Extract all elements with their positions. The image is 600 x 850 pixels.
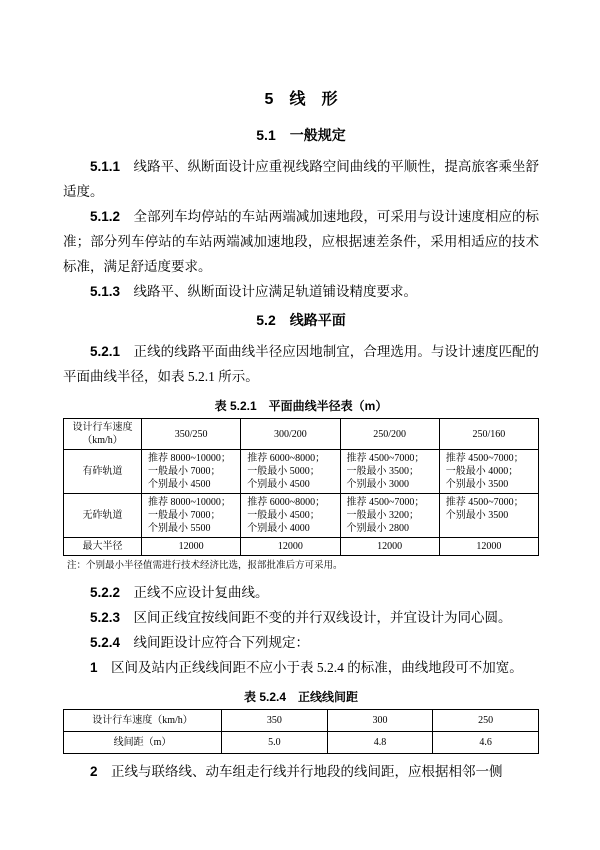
cell-line: 推荐 6000~8000； bbox=[247, 497, 326, 508]
subitem-text: 正线与联络线、动车组走行线并行地段的线间距，应根据相邻一侧 bbox=[97, 764, 503, 779]
clause-number: 5.2.2 bbox=[90, 585, 121, 600]
clause-number: 5.2.4 bbox=[90, 635, 121, 650]
clause-text: 线间距设计应符合下列规定： bbox=[120, 635, 310, 650]
subitem-1 bbox=[63, 655, 539, 680]
table-5-2-4 bbox=[63, 709, 539, 754]
speed-value-cell: 300 bbox=[327, 710, 433, 732]
max-radius-value-cell: 12000 bbox=[241, 538, 340, 556]
track-type-cell: 有砟轨道 bbox=[64, 450, 142, 494]
section-5-1-heading: 5.1 一般规定 bbox=[256, 127, 346, 143]
clause-text: 正线不应设计复曲线。 bbox=[120, 585, 269, 600]
cell-line: 一般最小 3200； bbox=[346, 510, 419, 521]
spacing-row bbox=[64, 732, 539, 754]
radius-cell bbox=[241, 450, 340, 494]
subitem-2 bbox=[63, 759, 539, 784]
cell-line: 个别最小 3500 bbox=[445, 479, 509, 490]
page-content bbox=[63, 86, 539, 784]
radius-cell bbox=[340, 494, 439, 538]
cell-line: 一般最小 4000； bbox=[445, 466, 519, 477]
cell-line: 个别最小 5500 bbox=[148, 523, 211, 534]
cell-line: 个别最小 3000 bbox=[346, 479, 409, 490]
cell-line: 推荐 4500~7000； bbox=[445, 453, 524, 464]
clause-number: 5.1.2 bbox=[90, 209, 121, 224]
clause-number: 5.1.3 bbox=[90, 284, 121, 299]
clause-text: 全部列车均停站的车站两端减加速地段，可采用与设计速度相应的标准；部分列车停站的车站两端减加速地段，应根据速差条件，采用相适应的技术标准，满足舒适度要求。 bbox=[63, 209, 539, 274]
cell-line: 个别最小 3500 bbox=[445, 510, 509, 521]
speed-header-cell: 300/200 bbox=[241, 419, 340, 450]
cell-line: 一般最小 7000； bbox=[148, 466, 221, 477]
max-radius-value-cell: 12000 bbox=[340, 538, 439, 556]
table-5-2-1-note: 注：个别最小半径值需进行技术经济比选，报部批准后方可采用。 bbox=[67, 561, 343, 571]
speed-value-cell: 350 bbox=[222, 710, 328, 732]
cell-line: 个别最小 4000 bbox=[247, 523, 310, 534]
clause-text: 正线的线路平面曲线半径应因地制宜，合理选用。与设计速度匹配的平面曲线半径，如表 5.2.1 所示。 bbox=[63, 344, 539, 384]
clause-5-2-3 bbox=[63, 605, 539, 630]
speed-header-corner-cell bbox=[64, 419, 142, 450]
radius-cell bbox=[241, 494, 340, 538]
clause-text: 线路平、纵断面设计应满足轨道铺设精度要求。 bbox=[120, 284, 418, 299]
cell-line: 推荐 6000~8000； bbox=[247, 453, 326, 464]
ballast-track-row bbox=[64, 450, 539, 494]
speed-header-cell: 350/250 bbox=[142, 419, 241, 450]
cell-line: 推荐 8000~10000； bbox=[148, 497, 231, 508]
ballastless-track-row bbox=[64, 494, 539, 538]
table-5-2-4-caption: 表 5.2.4 正线线间距 bbox=[243, 690, 359, 704]
subitem-number: 1 bbox=[90, 660, 98, 675]
cell-line: 推荐 4500~7000； bbox=[346, 453, 425, 464]
chapter-title: 5 线 形 bbox=[264, 91, 338, 108]
cell-line: 推荐 8000~10000； bbox=[148, 453, 231, 464]
clause-number: 5.2.3 bbox=[90, 610, 121, 625]
clause-5-1-1 bbox=[63, 154, 539, 204]
speed-header-cell: 250/200 bbox=[340, 419, 439, 450]
max-radius-value-cell: 12000 bbox=[439, 538, 538, 556]
spacing-label-cell: 线间距（m） bbox=[64, 732, 222, 754]
table-5-2-1 bbox=[63, 418, 539, 556]
clause-5-1-2 bbox=[63, 204, 539, 279]
cell-line: 设计行车速度 bbox=[72, 422, 133, 433]
track-type-cell: 无砟轨道 bbox=[64, 494, 142, 538]
cell-line: 一般最小 4500； bbox=[247, 510, 320, 521]
table-header-row bbox=[64, 419, 539, 450]
max-radius-label-cell: 最大半径 bbox=[64, 538, 142, 556]
clause-5-2-4 bbox=[63, 630, 539, 655]
subitem-text: 区间及站内正线线间距不应小于表 5.2.4 的标准，曲线地段可不加宽。 bbox=[97, 660, 523, 675]
max-radius-row bbox=[64, 538, 539, 556]
spacing-value-cell: 4.6 bbox=[433, 732, 539, 754]
section-5-2-heading: 5.2 线路平面 bbox=[256, 312, 346, 328]
clause-5-1-3 bbox=[63, 279, 539, 304]
cell-line: 一般最小 7000； bbox=[148, 510, 221, 521]
clause-text: 区间正线宜按线间距不变的并行双线设计，并宜设计为同心圆。 bbox=[120, 610, 512, 625]
radius-cell bbox=[439, 450, 538, 494]
cell-line: 一般最小 3500； bbox=[346, 466, 419, 477]
cell-line: 个别最小 2800 bbox=[346, 523, 409, 534]
radius-cell bbox=[142, 494, 241, 538]
speed-header-cell: 设计行车速度（km/h） bbox=[64, 710, 222, 732]
radius-cell bbox=[439, 494, 538, 538]
radius-cell bbox=[340, 450, 439, 494]
speed-header-cell: 250/160 bbox=[439, 419, 538, 450]
speed-value-cell: 250 bbox=[433, 710, 539, 732]
clause-number: 5.2.1 bbox=[90, 344, 121, 359]
spacing-value-cell: 5.0 bbox=[222, 732, 328, 754]
clause-number: 5.1.1 bbox=[90, 159, 121, 174]
cell-line: 一般最小 5000； bbox=[247, 466, 320, 477]
cell-line: 个别最小 4500 bbox=[148, 479, 211, 490]
cell-line: 个别最小 4500 bbox=[247, 479, 310, 490]
table-5-2-1-caption: 表 5.2.1 平面曲线半径表（m） bbox=[214, 399, 388, 413]
clause-text: 线路平、纵断面设计应重视线路空间曲线的平顺性，提高旅客乘坐舒适度。 bbox=[63, 159, 539, 199]
cell-line: （km/h） bbox=[82, 435, 123, 446]
cell-line: 推荐 4500~7000； bbox=[346, 497, 425, 508]
max-radius-value-cell: 12000 bbox=[142, 538, 241, 556]
spacing-value-cell: 4.8 bbox=[327, 732, 433, 754]
subitem-number: 2 bbox=[90, 764, 98, 779]
clause-5-2-1 bbox=[63, 339, 539, 389]
radius-cell bbox=[142, 450, 241, 494]
clause-5-2-2 bbox=[63, 580, 539, 605]
table-header-row bbox=[64, 710, 539, 732]
cell-line: 推荐 4500~7000； bbox=[445, 497, 524, 508]
